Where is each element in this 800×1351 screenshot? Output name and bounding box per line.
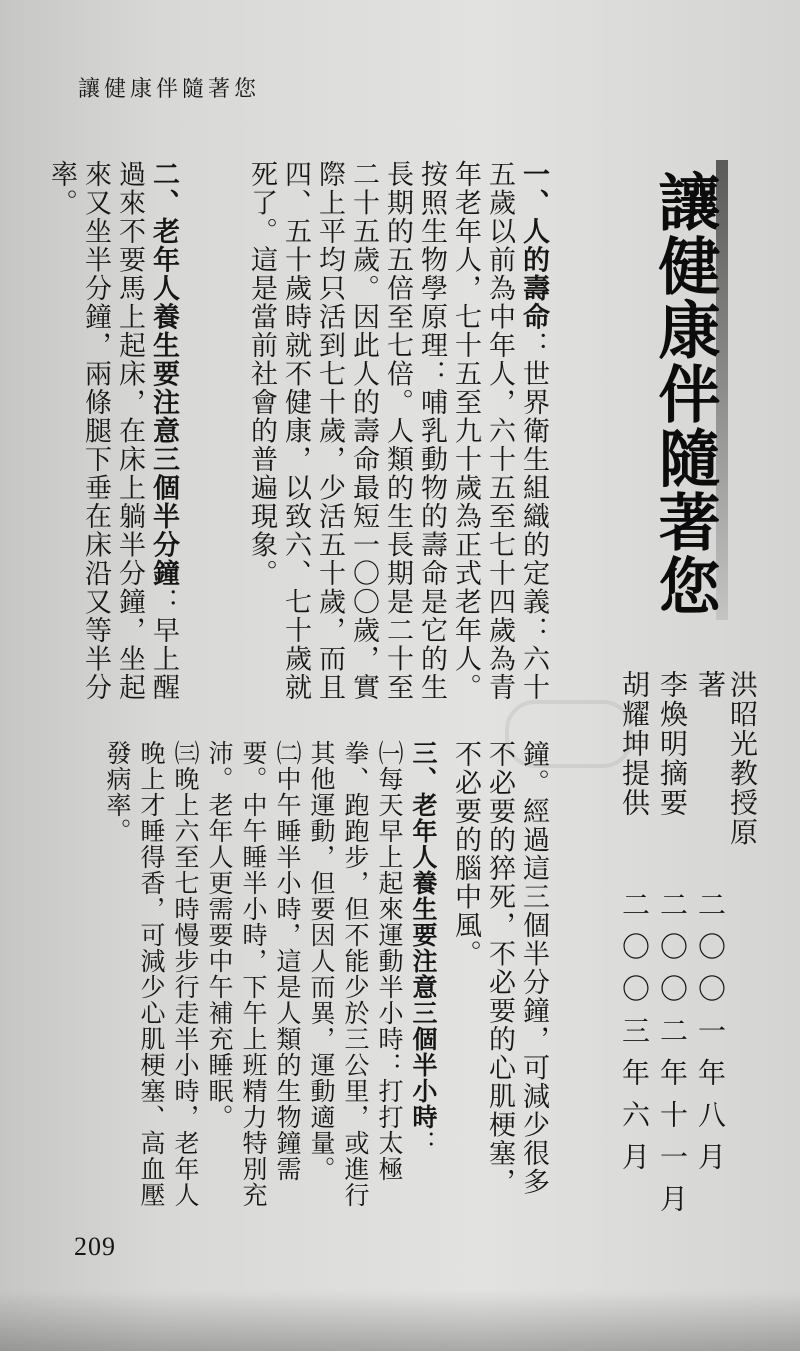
bleed-through-text xyxy=(0,0,270,52)
section-2-continuation: 鐘。經過這三個半分鐘，可減少很多不必要的猝死，不必要的心肌梗塞，不必要的腦中風。 xyxy=(450,740,549,1196)
section-1-heading: 一、人的壽命 xyxy=(518,160,549,331)
running-header: 讓健康伴隨著您 xyxy=(78,77,261,102)
section-2-heading: 二、老年人養生要注意三個半分鐘 xyxy=(148,160,179,588)
page-bottom-shadow xyxy=(0,1290,800,1351)
section-2-text: ：早上醒過來不要馬上起床，在床上躺半分鐘，坐起來又坐半分鐘，兩條腿下垂在床沿又等半分率。 xyxy=(46,160,179,702)
credit-provider: 胡耀坤提供 xyxy=(618,670,651,818)
credit-summary: 李煥明摘要 xyxy=(656,670,689,818)
section-1-text: ：世界衛生組織的定義：六十五歲以前為中年人，六十五至七十四歲為青年老年人，七十五至九十歲為正式老年人。按照生物學原理：哺乳動物的壽命是它的生長期的五倍至七倍。人類的生長期是二十至二十五歲。因此人的壽命最短一〇〇歲，實際上平均只活到七十歲，少活五十歲，而且四、五十歲時就不健康，以致六、七十歲就死了。這是當前社會的普遍現象。 xyxy=(246,160,549,702)
section-3-item-2: ㈡中午睡半小時，這是人類的生物鐘需要。中午睡半小時，下午上班精力特別充沛。老年人更需要中午補充睡眠。 xyxy=(205,740,302,1208)
date-2001: 二〇〇一年八月 xyxy=(694,890,727,1184)
date-2003: 二〇〇三年六月 xyxy=(618,890,651,1184)
section-3-item-1: ㈠每天早上起來運動半小時：打打太極拳、跑跑步，但不能少於三公里，或進行其他運動，但要因人而異，運動適量。 xyxy=(307,740,404,1208)
date-2002: 二〇〇二年十一月 xyxy=(656,890,689,1226)
page-number: 209 xyxy=(74,1232,116,1261)
credit-author: 洪昭光教授原著 xyxy=(694,670,759,847)
section-1 xyxy=(130,160,550,720)
section-3-heading: 三、老年人養生要注意三個半小時 xyxy=(409,740,438,1130)
section-3-item-3: ㈢晚上六至七時慢步行走半小時，老年人晚上才睡得香，可減少心肌梗塞、高血壓發病率。 xyxy=(103,740,200,1208)
section-3: 三、老年人養生要注意三個半小時： ㈠每天早上起來運動半小時：打打太極拳、跑跑步，但不能少於三公里，或進行其他運動，但要因人而異，運動適量。 ㈡中午睡半小時，這是人類的生物鐘需要。中午睡半小時，下午上班精力特別充沛。老年人更需要中午補充睡眠。 ㈢晚上六至七時慢步行走半小時，老年人晚上才睡得香，可減少心肌梗塞、高血壓發病率。 xyxy=(103,740,438,1208)
section-2 xyxy=(46,160,180,720)
page-title: 讓健康伴隨著您 xyxy=(648,170,721,618)
